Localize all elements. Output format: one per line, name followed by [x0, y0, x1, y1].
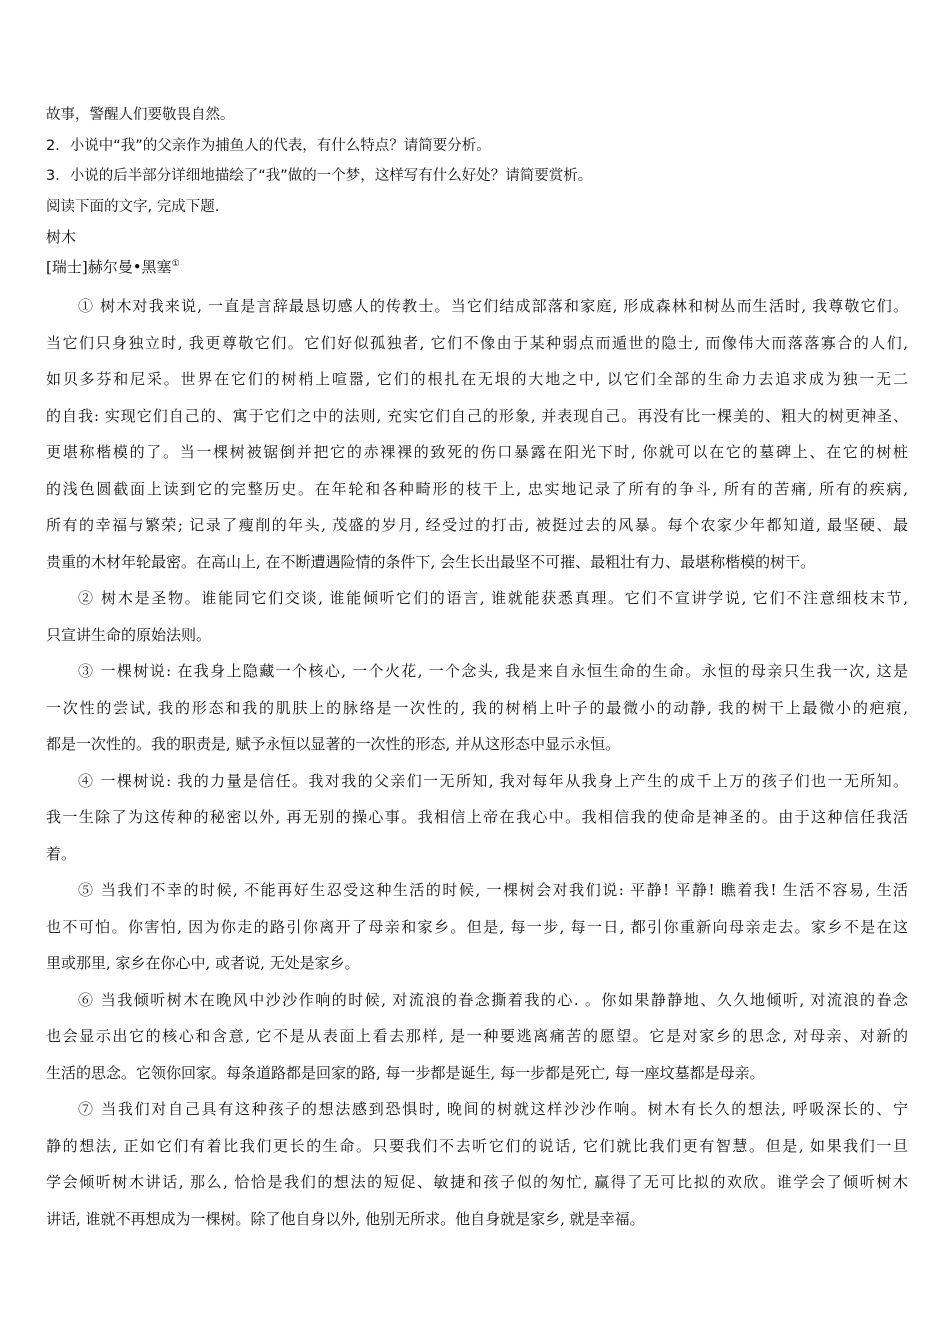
article-author [46, 252, 908, 282]
article-paragraph-3 [46, 653, 908, 763]
paragraph-line: ① 树木对我来说, 一直是言辞最恳切感人的传教士。当它们结成部落和家庭, 形成森林和树丛而生活时, 我尊敬它们。 [78, 297, 908, 315]
article-paragraph-2 [46, 580, 908, 653]
paragraph-line: 所有的幸福与繁荣; 记录了瘦削的年头, 茂盛的岁月, 经受过的打击, 被挺过去的风暴。每个农家少年都知道, 最坚硬、最 [46, 516, 908, 534]
paragraph-line: 讲话, 谁就不再想成为一棵树。除了他自身以外, 他别无所求。他自身就是家乡, 就是幸福。 [46, 1209, 645, 1228]
article-paragraph-4 [46, 763, 908, 873]
article-paragraph-7 [46, 1091, 908, 1237]
paragraph-line: ③ 一棵树说: 在我身上隐藏一个核心, 一个火花, 一个念头, 我是来自永恒生命的生命。永恒的母亲只生我一次, 这是 [78, 662, 908, 680]
question-3: 3．小说的后半部分详细地描绘了“我”做的一个梦，这样写有什么好处？请简要赏析。 [46, 168, 593, 184]
paragraph-line: 更堪称楷模的了。当一棵树被锯倒并把它的赤裸裸的致死的伤口暴露在阳光下时, 你就可以在它的墓碑上、在它的树桩 [46, 443, 908, 461]
article-title: 树木 [46, 228, 77, 246]
paragraph-line: 当它们只身独立时, 我更尊敬它们。它们好似孤独者, 它们不像由于某种弱点而遁世的隐士, 而像伟大而落落寡合的人们, [46, 333, 908, 352]
previous-answer-tail: 故事，警醒人们要敬畏自然。 [46, 107, 235, 123]
paragraph-line: 生活的思念。它领你回家。每条道路都是回家的路, 每一步都是诞生, 每一步都是死亡, 每一座坟墓都是母亲。 [46, 1063, 765, 1082]
paragraph-line: 贵重的木材年轮最密。在高山上, 在不断遭遇险情的条件下, 会生长出最坚不可摧、最粗壮有力、最堪称楷模的树干。 [46, 552, 816, 571]
document-page [46, 100, 908, 1237]
paragraph-line: 都是一次性的。我的职责是, 赋予永恒以显著的一次性的形态, 并从这形态中显示永恒。 [46, 735, 621, 753]
article-paragraph-6 [46, 982, 908, 1092]
paragraph-line: 也不可怕。你害怕, 因为你走的路引你离开了母亲和家乡。但是, 每一步, 每一日, 都引你重新向母亲走去。家乡不是在这 [46, 917, 908, 936]
paragraph-line: 的浅色圆截面上读到它的完整历史。在年轮和各种畸形的枝干上, 忠实地记录了所有的争斗, 所有的苦痛, 所有的疾病, [46, 479, 908, 498]
author-name: [瑞士]赫尔曼•黑塞 [46, 258, 172, 276]
paragraph-line: 如贝多芬和尼采。世界在它们的树梢上喧嚣, 它们的根扎在无垠的大地之中, 以它们全部的生命力去追求成为独一无二 [46, 370, 908, 388]
reading-instruction: 阅读下面的文字, 完成下题. [46, 198, 220, 215]
paragraph-line: 一次性的尝试, 我的形态和我的肌肤上的脉络是一次性的, 我的树梢上叶子的最微小的动静, 我的树干上最微小的疤痕, [46, 698, 908, 717]
paragraph-line: 我一生除了为这传种的秘密以外, 再无别的操心事。我相信上帝在我心中。我相信我的使命是神圣的。由于这种信任我活 [46, 808, 908, 826]
paragraph-line: 着。 [46, 844, 77, 863]
question-2: 2．小说中“我”的父亲作为捕鱼人的代表，有什么特点？请简要分析。 [46, 137, 491, 154]
paragraph-line: 只宣讲生命的原始法则。 [46, 625, 212, 644]
paragraph-line: 学会倾听树木讲话, 那么, 恰恰是我们的想法的短促、敏捷和孩子似的匆忙, 赢得了无可比拟的欢欣。谁学会了倾听树木 [46, 1173, 908, 1191]
article-body [46, 288, 908, 1237]
paragraph-line: 也会显示出它的核心和含意, 它不是从表面上看去那样, 是一种要逃离痛苦的愿望。它是对家乡的思念, 对母亲、对新的 [46, 1027, 908, 1045]
footnote-marker: ① [171, 259, 180, 269]
paragraph-line: ④ 一棵树说: 我的力量是信任。我对我的父亲们一无所知, 我对每年从我身上产生的成千上万的孩子们也一无所知。 [78, 771, 908, 790]
paragraph-line: 静的想法, 正如它们有着比我们更长的生命。只要我们不去听它们的说话, 它们就比我们更有智慧。但是, 如果我们一旦 [46, 1136, 908, 1155]
article-paragraph-1 [46, 288, 908, 580]
paragraph-line: 的自我: 实现它们自己的、寓于它们之中的法则, 充实它们自己的形象, 并表现自己。再没有比一棵美的、粗大的树更神圣、 [46, 406, 908, 425]
article-paragraph-5 [46, 872, 908, 982]
paragraph-line: 里或那里, 家乡在你心中, 或者说, 无处是家乡。 [46, 954, 360, 972]
paragraph-line: ⑥ 当我倾听树木在晚风中沙沙作响的时候, 对流浪的眷念撕着我的心. 。你如果静静地、久久地倾听, 对流浪的眷念 [78, 990, 908, 1009]
paragraph-line: ② 树木是圣物。谁能同它们交谈, 谁能倾听它们的语言, 谁就能获悉真理。它们不宣讲学说, 它们不注意细枝末节, [78, 589, 908, 607]
paragraph-line: ⑤ 当我们不幸的时候, 不能再好生忍受这种生活的时候, 一棵树会对我们说: 平静! 平静! 瞧着我! 生活不容易, 生活 [78, 881, 908, 899]
paragraph-line: ⑦ 当我们对自己具有这种孩子的想法感到恐惧时, 晚间的树就这样沙沙作响。树木有长久的想法, 呼吸深长的、宁 [78, 1100, 908, 1118]
